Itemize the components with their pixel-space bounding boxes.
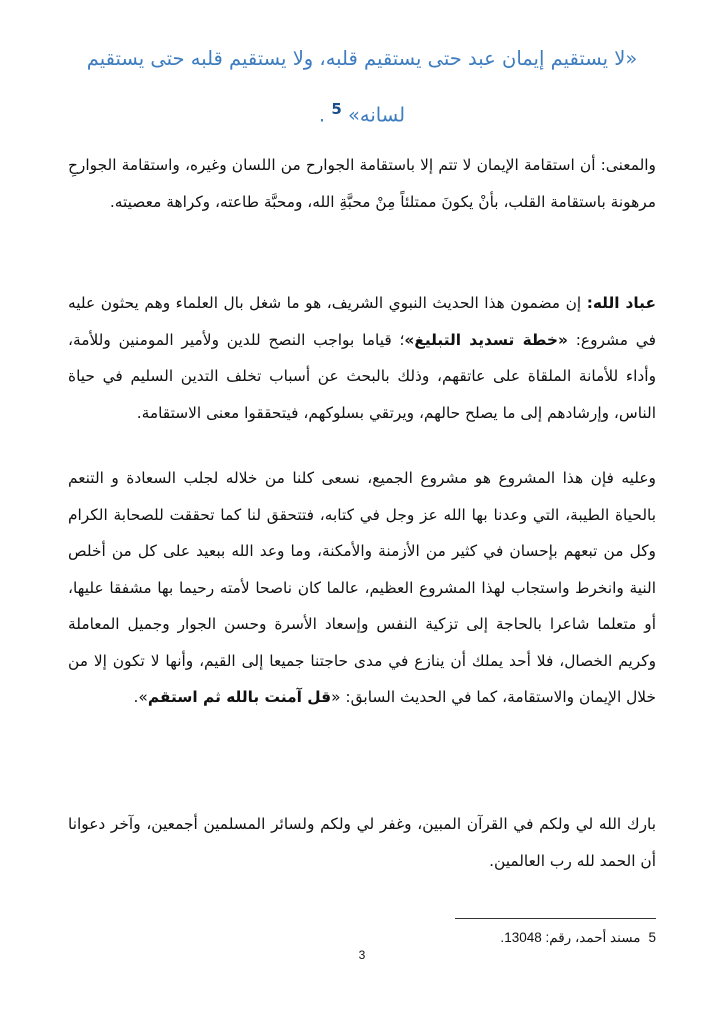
footnote-number: 5	[648, 930, 656, 945]
paragraph-servants-of-allah	[68, 285, 656, 431]
footnote	[500, 930, 656, 946]
footnote-text: مسند أحمد، رقم: 13048.	[500, 930, 641, 945]
hadith-excerpt-bold: قل آمنت بالله ثم استقم	[147, 688, 332, 706]
paragraph-closing-prayer: بارك الله لي ولكم في القرآن المبين، وغفر لي ولكم ولسائر المسلمين أجمعين، وآخر دعوانا أن الحمد لله رب العالمين.	[68, 815, 656, 870]
paragraph-project	[68, 460, 656, 716]
paragraph-text: إن مضمون هذا الحديث النبوي الشريف، هو ما شغل بال العلماء وهم يحثون عليه في مشروع:	[68, 294, 656, 349]
footnote-separator	[455, 918, 656, 919]
hadith-quote-text: «لا يستقيم إيمان عبد حتى يستقيم قلبه، ولا يستقيم قلبه حتى يستقيم لسانه»	[86, 47, 638, 127]
paragraph-text: ؛ قياما بواجب النصح للدين ولأمير المومنين وللأمة، وأداء للأمانة الملقاة على عاتقهم، وذلك بالبحث عن أسباب تخلف التدين السليم في حياة الناس، وإرشادهم إلى ما يصلح حالهم، ويرتقي بسلوكهم، فيتحققوا معنى الاستقامة.	[68, 330, 656, 422]
plan-name-bold: «خطة تسديد التبليغ»	[404, 330, 568, 349]
paragraph-meaning: والمعنى: أن استقامة الإيمان لا تتم إلا باستقامة الجوارح من اللسان وغيره، واستقامة الجوارحِ مرهونة باستقامة القلب، بأنْ يكونَ ممتلئاً مِنْ محبَّةِ الله، ومحبَّة طاعته، وكراهة معصيته.	[68, 156, 656, 211]
footnote-reference[interactable]: 5	[331, 100, 342, 118]
page-number: 3	[358, 948, 366, 962]
hadith-quote	[70, 34, 654, 141]
paragraph-lead-bold: عباد الله:	[586, 294, 656, 312]
paragraph-text: ».	[133, 688, 148, 706]
paragraph-text: وعليه فإن هذا المشروع هو مشروع الجميع، نسعى كلنا من خلاله لجلب السعادة و التنعم بالحياة الطيبة، التي وعدنا بها الله عز وجل في كتابه، فتتحقق لنا كما تحققت للصحابة الكرام وكل من تبعهم بإحسان في كثير من الأزمنة والأمكنة، وما وعد الله ببعيد على كل من أخلص النية وانخرط واستجاب لهذا المشروع العظيم، عالما كان ناصحا لأمته رحيما بها مشفقا عليها، أو متعلما شاعرا بالحاجة إلى تزكية النفس وإسعاد الأسرة وحسن الجوار وجميل المعاملة وكريم الخصال، فلا أحد يملك أن ينازع في مدى حاجتنا جميعا إلى القيم، وأنها لا تكون إلا من خلال الإيمان والاستقامة، كما في الحديث السابق: «	[68, 469, 656, 706]
quote-period: .	[318, 103, 326, 127]
